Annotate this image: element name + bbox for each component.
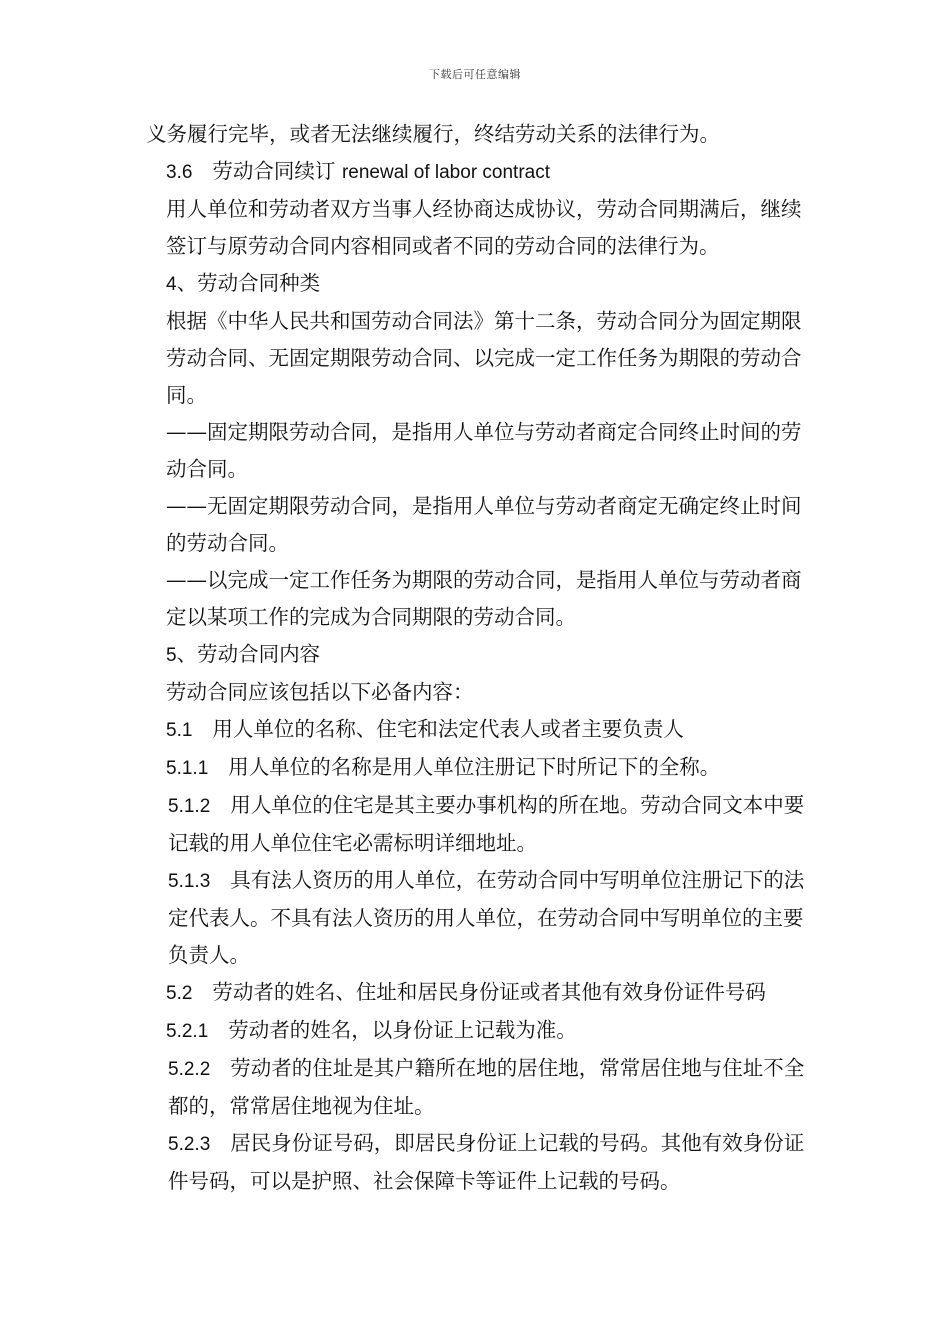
list-item: ——以完成一定工作任务为期限的劳动合同，是指用人单位与劳动者商定以某项工作的完成为合同期限的劳动合同。 — [166, 568, 802, 629]
page-header: 下载后可任意编辑 — [429, 68, 521, 81]
paragraph: 用人单位和劳动者双方当事人经协商达成协议，劳动合同期满后，继续签订与原劳动合同内容相同或者不同的劳动合同的法律行为。 — [166, 197, 802, 258]
clause-5-1-3: 5.1.3 具有法人资历的用人单位，在劳动合同中写明单位注册记下的法定代表人。不具有法人资历的用人单位，在劳动合同中写明单位的主要负责人。 — [168, 868, 805, 967]
clause-5-2-3: 5.2.3 居民身份证号码，即居民身份证上记载的号码。其他有效身份证件号码，可以是护照、社会保障卡等证件上记载的号码。 — [168, 1131, 805, 1193]
document-body — [146, 116, 806, 1200]
section-heading-5-2: 5.2 劳动者的姓名、住址和居民身份证或者其他有效身份证件号码 — [166, 980, 766, 1004]
section-heading-4: 4、劳动合同种类 — [166, 271, 321, 295]
section-heading-3-6: 3.6 劳动合同续订 renewal of labor contract — [166, 159, 551, 183]
paragraph: 义务履行完毕，或者无法继续履行，终结劳动关系的法律行为。 — [146, 122, 720, 146]
clause-5-2-2: 5.2.2 劳动者的住址是其户籍所在地的居住地，常常居住地与住址不全都的，常常居住地视为住址。 — [168, 1056, 805, 1118]
section-heading-5-1: 5.1 用人单位的名称、住宅和法定代表人或者主要负责人 — [166, 717, 684, 741]
paragraph: 根据《中华人民共和国劳动合同法》第十二条，劳动合同分为固定期限劳动合同、无固定期限劳动合同、以完成一定工作任务为期限的劳动合同。 — [166, 309, 802, 407]
paragraph: 劳动合同应该包括以下必备内容： — [166, 680, 474, 704]
list-item: ——固定期限劳动合同，是指用人单位与劳动者商定合同终止时间的劳动合同。 — [166, 420, 802, 481]
list-item: ——无固定期限劳动合同，是指用人单位与劳动者商定无确定终止时间的劳动合同。 — [166, 494, 802, 555]
clause-5-1-1: 5.1.1 用人单位的名称是用人单位注册记下时所记下的全称。 — [166, 755, 721, 779]
clause-5-2-1: 5.2.1 劳动者的姓名，以身份证上记载为准。 — [166, 1018, 577, 1042]
section-heading-5: 5、劳动合同内容 — [166, 642, 321, 666]
clause-5-1-2: 5.1.2 用人单位的住宅是其主要办事机构的所在地。劳动合同文本中要记载的用人单位住宅必需标明详细地址。 — [168, 793, 805, 855]
